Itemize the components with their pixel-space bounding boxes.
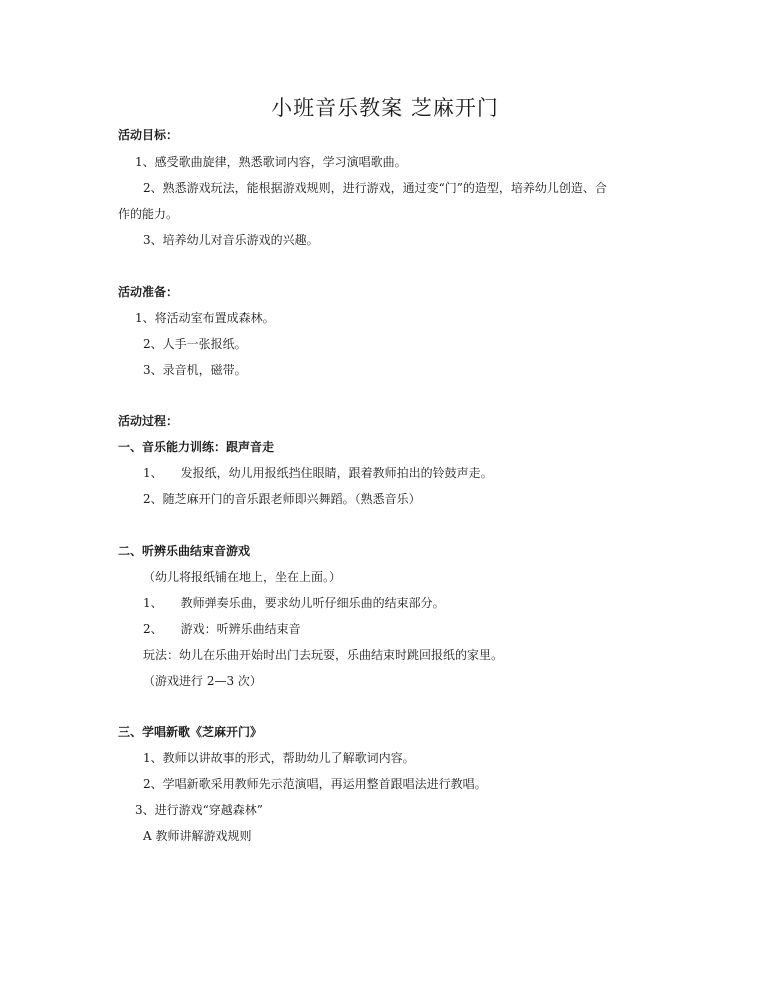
- goals-heading: 活动目标：: [118, 128, 179, 142]
- section-2-item-1-number: 1、: [143, 596, 163, 610]
- section-2-repeat: （游戏进行 2—3 次）: [143, 674, 262, 688]
- section-2-item-1: [143, 595, 445, 611]
- section-3-item-a: A 教师讲解游戏规则: [143, 829, 252, 843]
- section-1-item-2: 2、随芝麻开门的音乐跟老师即兴舞蹈。（熟悉音乐）: [143, 492, 421, 506]
- prep-item-3: 3、录音机，磁带。: [143, 363, 247, 377]
- section-3-item-1: 1、教师以讲故事的形式，帮助幼儿了解歌词内容。: [143, 751, 415, 765]
- section-1-item-1: [143, 465, 493, 481]
- goal-item-2-line-2: 作的能力。: [118, 207, 179, 221]
- goal-item-1: 1、感受歌曲旋律，熟悉歌词内容，学习演唱歌曲。: [135, 155, 407, 169]
- section-2-item-2: [143, 621, 301, 637]
- section-2-item-2-text: 游戏：听辨乐曲结束音: [180, 622, 301, 636]
- section-3-item-2: 2、学唱新歌采用教师先示范演唱，再运用整首跟唱法进行教唱。: [143, 777, 487, 791]
- section-2-item-2-number: 2、: [143, 622, 163, 636]
- process-heading: 活动过程：: [118, 414, 179, 428]
- page-title: 小班音乐教案 芝麻开门: [271, 96, 499, 120]
- prep-item-1: 1、将活动室布置成森林。: [135, 311, 275, 325]
- goal-item-2-line-1: 2、熟悉游戏玩法，能根据游戏规则，进行游戏，通过变“门”的造型，培养幼儿创造、合: [143, 181, 607, 195]
- goal-item-3: 3、培养幼儿对音乐游戏的兴趣。: [143, 233, 319, 247]
- section-2-item-1-text: 教师弹奏乐曲，要求幼儿听仔细乐曲的结束部分。: [180, 596, 445, 610]
- section-2-heading: 二、听辨乐曲结束音游戏: [118, 544, 251, 558]
- section-1-item-1-text: 发报纸，幼儿用报纸挡住眼睛，跟着教师拍出的铃鼓声走。: [180, 466, 493, 480]
- section-3-heading: 三、学唱新歌《芝麻开门》: [118, 725, 263, 739]
- section-2-note: （幼儿将报纸铺在地上，坐在上面。）: [143, 570, 342, 584]
- prep-heading: 活动准备：: [118, 285, 179, 299]
- section-1-item-1-number: 1、: [143, 466, 163, 480]
- section-3-item-3: 3、进行游戏“穿越森林”: [135, 803, 263, 817]
- section-2-rules: 玩法：幼儿在乐曲开始时出门去玩耍，乐曲结束时跳回报纸的家里。: [143, 648, 504, 662]
- section-1-heading: 一、音乐能力训练：跟声音走: [118, 440, 275, 454]
- prep-item-2: 2、人手一张报纸。: [143, 337, 247, 351]
